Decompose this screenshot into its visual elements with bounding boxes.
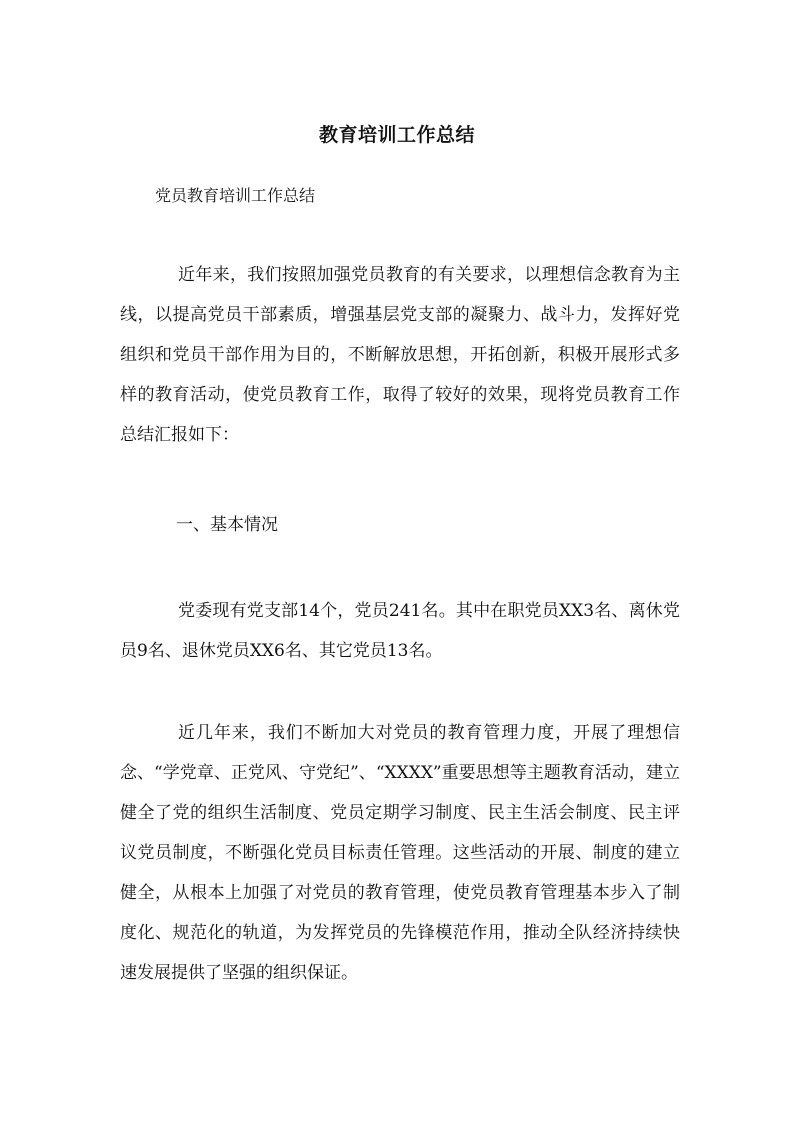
document-title: 教育培训工作总结 (318, 124, 475, 146)
education-management-paragraph: 近几年来，我们不断加大对党员的教育管理力度，开展了理想信念、“学党章、正党风、守党纪”、“XXXX”重要思想等主题教育活动，建立健全了党的组织生活制度、党员定期学习制度、民主生活会制度、民主评议党员制度，不断强化党员目标责任管理。这些活动的开展、制度的建立健全，从根本上加强了对党员的教育管理，使党员教育管理基本步入了制度化、规范化的轨道，为发挥党员的先锋模范作用，推动全队经济持续快速发展提供了坚强的组织保证。 (120, 723, 680, 983)
section-heading-basic-situation: 一、基本情况 (176, 515, 278, 535)
intro-paragraph: 近年来，我们按照加强党员教育的有关要求，以理想信念教育为主线，以提高党员干部素质，增强基层党支部的凝聚力、战斗力，发挥好党组织和党员干部作用为目的，不断解放思想，开拓创新，积极开展形式多样的教育活动，使党员教育工作，取得了较好的效果，现将党员教育工作总结汇报如下： (120, 265, 680, 445)
basic-situation-paragraph: 党委现有党支部14个，党员241名。其中在职党员XX3名、离休党员9名、退休党员XX6名、其它党员13名。 (120, 601, 680, 661)
document-subtitle: 党员教育培训工作总结 (155, 186, 316, 205)
